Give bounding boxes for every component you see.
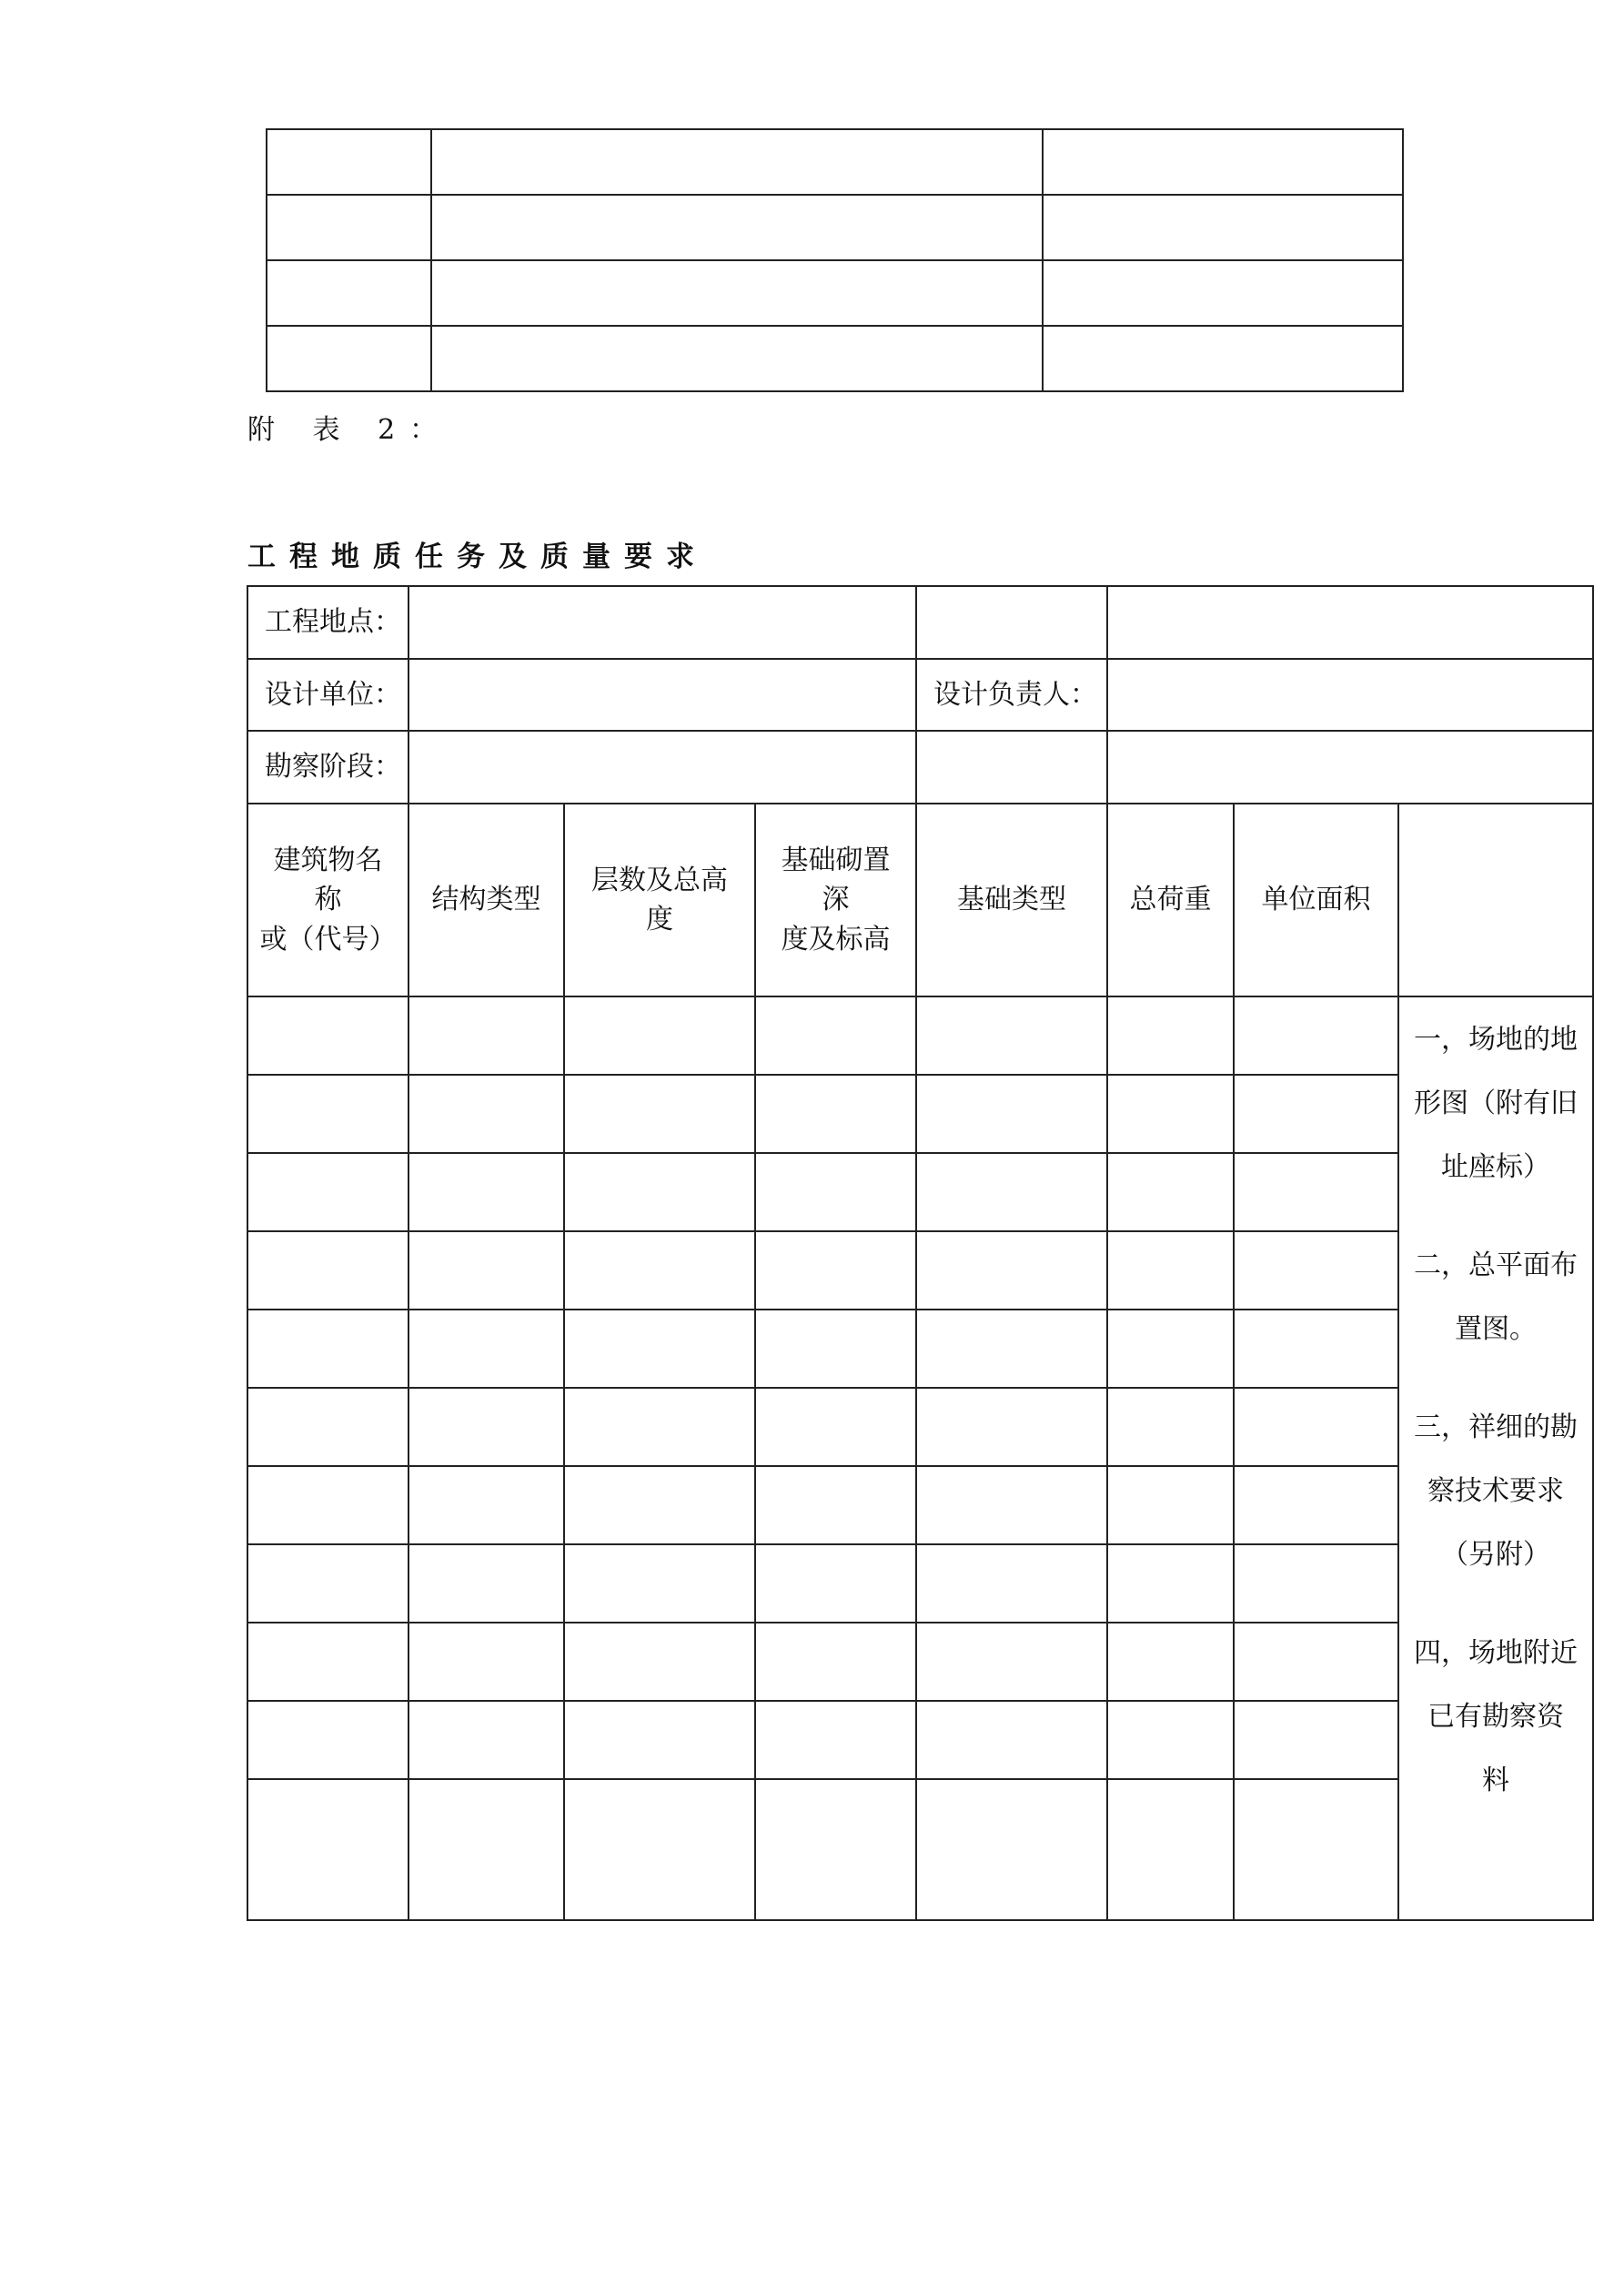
info-row-design <box>247 659 1593 731</box>
column-header-row <box>247 804 1593 996</box>
table-row <box>247 1466 1593 1544</box>
table-row <box>247 1544 1593 1623</box>
header-structure-type: 结构类型 <box>409 804 564 996</box>
location-value[interactable] <box>409 586 916 659</box>
survey-stage-value[interactable] <box>409 731 916 804</box>
info-row-location <box>247 586 1593 659</box>
engineering-geology-table <box>247 585 1594 1921</box>
form-title: 工程地质任务及质量要求 <box>247 541 708 573</box>
blank-cell[interactable] <box>916 731 1107 804</box>
table-row <box>267 260 1403 326</box>
location-label: 工程地点： <box>247 586 409 659</box>
header-total-load: 总荷重 <box>1107 804 1234 996</box>
design-unit-value[interactable] <box>409 659 916 731</box>
note-item: 四，场地附近 已有勘察资 料 <box>1414 1637 1579 1796</box>
header-unit-area: 单位面积 <box>1234 804 1398 996</box>
table-row <box>247 1701 1593 1779</box>
info-row-stage <box>247 731 1593 804</box>
table-row <box>247 1623 1593 1701</box>
header-building-name: 建筑物名 称 或（代号） <box>247 804 409 996</box>
blank-cell[interactable] <box>1107 586 1593 659</box>
blank-cell[interactable] <box>1107 731 1593 804</box>
header-foundation-depth: 基础砌置 深 度及标高 <box>755 804 916 996</box>
table-row <box>247 1075 1593 1153</box>
table-row <box>247 1388 1593 1466</box>
header-blank <box>1398 804 1593 996</box>
table-row <box>247 1779 1593 1920</box>
table-row <box>267 129 1403 195</box>
table-row <box>247 996 1593 1075</box>
note-item: 三，祥细的勘 察技术要求 （另附） <box>1414 1411 1579 1571</box>
continuation-table <box>266 128 1404 392</box>
appendix-label: 附 表 2： <box>247 414 452 446</box>
header-foundation-type: 基础类型 <box>916 804 1107 996</box>
table-row <box>267 326 1403 391</box>
note-item: 一，场地的地 形图（附有旧 址座标） <box>1414 1024 1579 1183</box>
table-row <box>247 1231 1593 1310</box>
table-row <box>267 195 1403 260</box>
header-floors-height: 层数及总高 度 <box>564 804 755 996</box>
attachment-notes <box>1398 996 1593 1920</box>
design-lead-value[interactable] <box>1107 659 1593 731</box>
table-row <box>247 1153 1593 1231</box>
design-unit-label: 设计单位： <box>247 659 409 731</box>
design-lead-label: 设计负责人： <box>916 659 1107 731</box>
table-row <box>247 1310 1593 1388</box>
survey-stage-label: 勘察阶段： <box>247 731 409 804</box>
blank-cell[interactable] <box>916 586 1107 659</box>
note-item: 二，总平面布 置图。 <box>1414 1249 1579 1345</box>
